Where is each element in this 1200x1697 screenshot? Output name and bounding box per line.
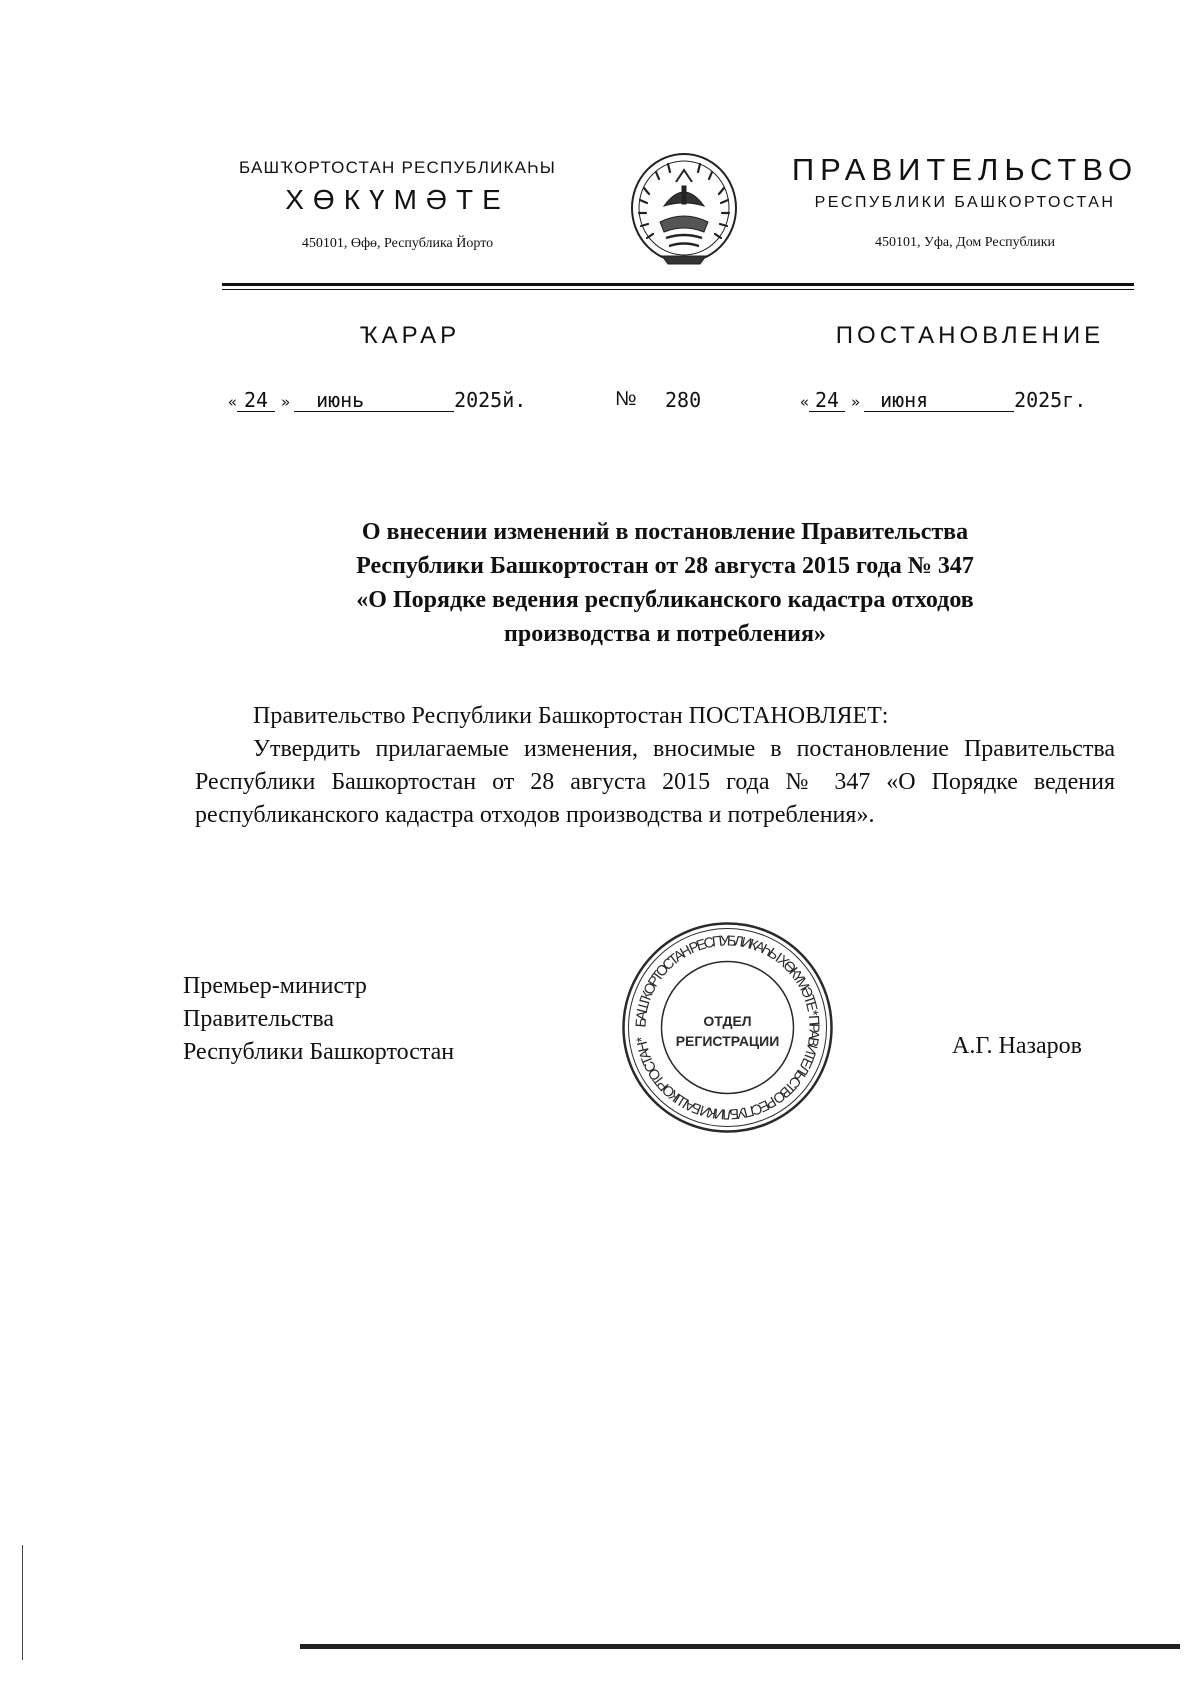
date-right-open-quote: « bbox=[800, 393, 810, 411]
body-paragraph-2: Утвердить прилагаемые изменения, вносимые в постановление Правительства Республики Башкортостан от 28 августа 2015 года № 347 «О Порядке ведения республиканского кадастра отходов производства и потребления». bbox=[195, 736, 1115, 828]
doc-type-right: ПОСТАНОВЛЕНИЕ bbox=[835, 322, 1105, 349]
signer-line-2: Правительства bbox=[183, 1006, 335, 1032]
letterhead-right bbox=[775, 152, 1155, 251]
coat-of-arms-emblem-icon bbox=[624, 148, 744, 274]
date-right-month: июня bbox=[864, 389, 1014, 412]
doc-type-left: ҠАРАР bbox=[359, 322, 461, 349]
signer-line-1: Премьер-министр bbox=[183, 973, 367, 999]
letterhead-right-line2: РЕСПУБЛИКИ БАШКОРТОСТАН bbox=[814, 194, 1116, 211]
date-left-day: 24 bbox=[237, 389, 275, 412]
title-line-4: производства и потребления» bbox=[504, 621, 826, 647]
date-right-close-quote: » bbox=[851, 393, 861, 411]
title-line-1: О внесении изменений в постановление Правительства bbox=[361, 519, 969, 545]
title-line-2: Республики Башкортостан от 28 августа 2015 года № 347 bbox=[356, 553, 974, 579]
letterhead-right-line1: ПРАВИТЕЛЬСТВО bbox=[791, 152, 1139, 187]
date-left-close-quote: » bbox=[281, 393, 291, 411]
signer-name: А.Г. Назаров bbox=[952, 1033, 1082, 1059]
signer-position bbox=[183, 970, 454, 1069]
title-line-3: «О Порядке ведения республиканского кадастра отходов bbox=[356, 587, 974, 613]
stamp-outer-text: БАШҠОРТОСТАН РЕСПУБЛИКАҺЫ ХӨКҮМӘТЕ * ПРАВИТЕЛЬСТВО РЕСПУБЛИКИ БАШКОРТОСТАН * bbox=[633, 933, 822, 1122]
official-seal-stamp-icon bbox=[620, 920, 835, 1135]
stamp-center-line1: ОТДЕЛ bbox=[703, 1013, 752, 1029]
date-left-month: июнь bbox=[294, 389, 454, 412]
letterhead-left-line1: БАШҠОРТОСТАН РЕСПУБЛИКАҺЫ bbox=[239, 158, 556, 177]
date-right-day: 24 bbox=[809, 389, 845, 412]
header-rule-thick bbox=[222, 283, 1134, 286]
date-right-year: 2025г. bbox=[1014, 388, 1087, 412]
body-paragraph-1: Правительство Республики Башкортостан ПОСТАНОВЛЯЕТ: bbox=[253, 703, 889, 729]
date-left-open-quote: « bbox=[228, 393, 238, 411]
bottom-scan-bar bbox=[300, 1644, 1180, 1649]
document-body bbox=[195, 700, 1115, 832]
date-left bbox=[228, 388, 526, 412]
doc-number-label: № bbox=[615, 388, 637, 410]
stamp-center-line2: РЕГИСТРАЦИИ bbox=[675, 1033, 780, 1049]
letterhead-left bbox=[200, 158, 595, 252]
margin-scan-line bbox=[22, 1545, 23, 1660]
letterhead-right-address: 450101, Уфа, Дом Республики bbox=[874, 235, 1056, 250]
letterhead-left-line2: ХӨКҮМӘТЕ bbox=[285, 184, 510, 215]
letterhead-left-address: 450101, Өфө, Республика Йорто bbox=[301, 236, 494, 251]
date-right bbox=[800, 388, 1086, 412]
date-left-year: 2025й. bbox=[454, 388, 527, 412]
document-title bbox=[200, 515, 1130, 651]
signer-line-3: Республики Башкортостан bbox=[183, 1039, 455, 1065]
header-rule-thin bbox=[222, 289, 1134, 290]
doc-number-value: 280 bbox=[665, 388, 702, 412]
